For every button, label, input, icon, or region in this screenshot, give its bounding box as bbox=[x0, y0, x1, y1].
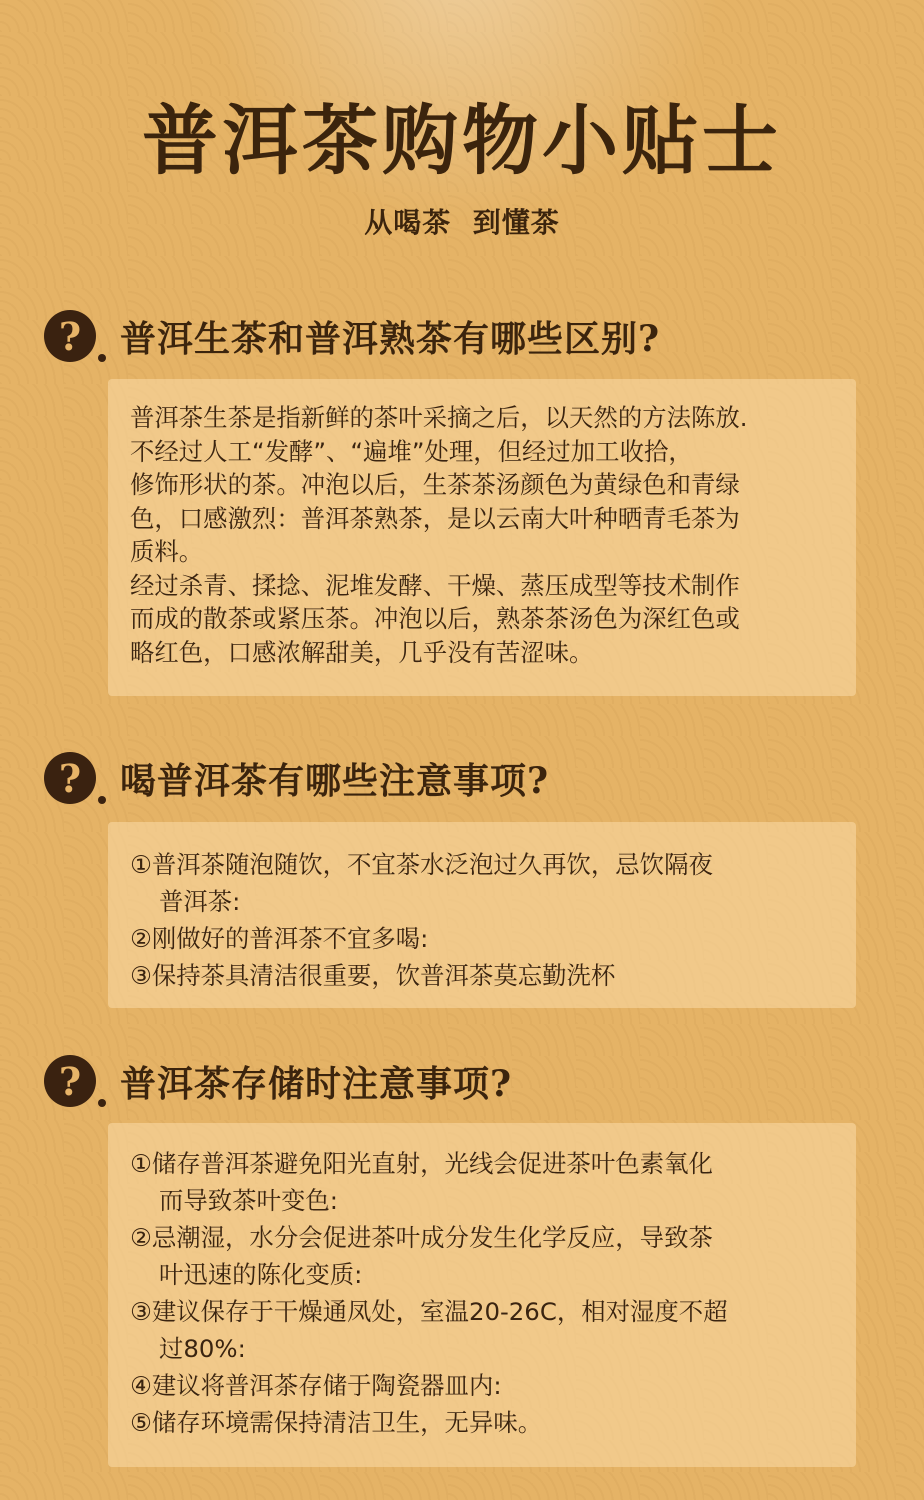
card-text-line: 过80%: bbox=[159, 1334, 246, 1363]
card-text-line: 普洱茶生茶是指新鲜的茶叶采摘之后，以天然的方法陈放. bbox=[130, 403, 748, 432]
card-text-line: 而成的散茶或紧压茶。冲泡以后，熟茶茶汤色为深红色或 bbox=[130, 604, 740, 633]
section-heading bbox=[44, 752, 549, 804]
section-title: 普洱生茶和普洱熟茶有哪些区别? bbox=[120, 317, 661, 360]
dot-decoration bbox=[98, 1099, 106, 1107]
card-text-line: 质料。 bbox=[130, 537, 204, 566]
question-icon: ? bbox=[44, 752, 96, 804]
card-text-line: 修饰形状的茶。冲泡以后，生茶茶汤颜色为黄绿色和青绿 bbox=[130, 470, 740, 499]
card-text-line: 经过杀青、揉捻、泥堆发酵、干燥、蒸压成型等技术制作 bbox=[130, 570, 740, 600]
card-text-line: 而导致茶叶变色: bbox=[159, 1186, 338, 1215]
card-text-line: ④建议将普洱茶存储于陶瓷器皿内: bbox=[130, 1371, 502, 1400]
info-card bbox=[108, 822, 856, 1008]
question-icon: ? bbox=[44, 310, 96, 362]
card-text-line: ③保持茶具清洁很重要，饮普洱茶莫忘勤洗杯 bbox=[130, 961, 616, 990]
card-text-line: ⑤储存环境需保持清洁卫生，无异味。 bbox=[130, 1408, 543, 1437]
section-title: 喝普洱茶有哪些注意事项? bbox=[120, 759, 550, 802]
section-title: 普洱茶存储时注意事项? bbox=[120, 1062, 513, 1105]
card-text-line: 叶迅速的陈化变质: bbox=[159, 1260, 363, 1289]
card-text-line: ③建议保存于干燥通凤处，室温20-26C，相对湿度不超 bbox=[130, 1297, 728, 1326]
card-text-line: ①储存普洱茶避免阳光直射，光线会促进茶叶色素氧化 bbox=[130, 1149, 713, 1178]
section-heading bbox=[44, 1055, 512, 1107]
card-text-line: 略红色，口感浓解甜美，几乎没有苦涩味。 bbox=[130, 637, 594, 667]
card-text-line: 不经过人工“发酵”、“遍堆”处理，但经过加工收拾， bbox=[130, 436, 693, 466]
question-icon: ? bbox=[44, 1055, 96, 1107]
section-heading bbox=[44, 310, 660, 362]
dot-decoration bbox=[98, 354, 106, 362]
info-card bbox=[108, 1123, 856, 1467]
card-text-line: 普洱茶: bbox=[159, 887, 241, 916]
card-text-line: 色，口感激烈：普洱茶熟茶，是以云南大叶种晒青毛茶为 bbox=[130, 503, 740, 533]
dot-decoration bbox=[98, 796, 106, 804]
page-title: 普洱茶购物小贴士 bbox=[142, 96, 782, 185]
card-text-line: ②刚做好的普洱茶不宜多喝: bbox=[130, 924, 429, 953]
card-text-line: ②忌潮湿，水分会促进茶叶成分发生化学反应，导致茶 bbox=[130, 1223, 713, 1252]
info-card bbox=[108, 379, 856, 696]
card-text-line: ①普洱茶随泡随饮，不宜茶水泛泡过久再饮，忌饮隔夜 bbox=[130, 850, 713, 879]
page-subtitle: 从喝茶 到懂茶 bbox=[364, 206, 560, 239]
